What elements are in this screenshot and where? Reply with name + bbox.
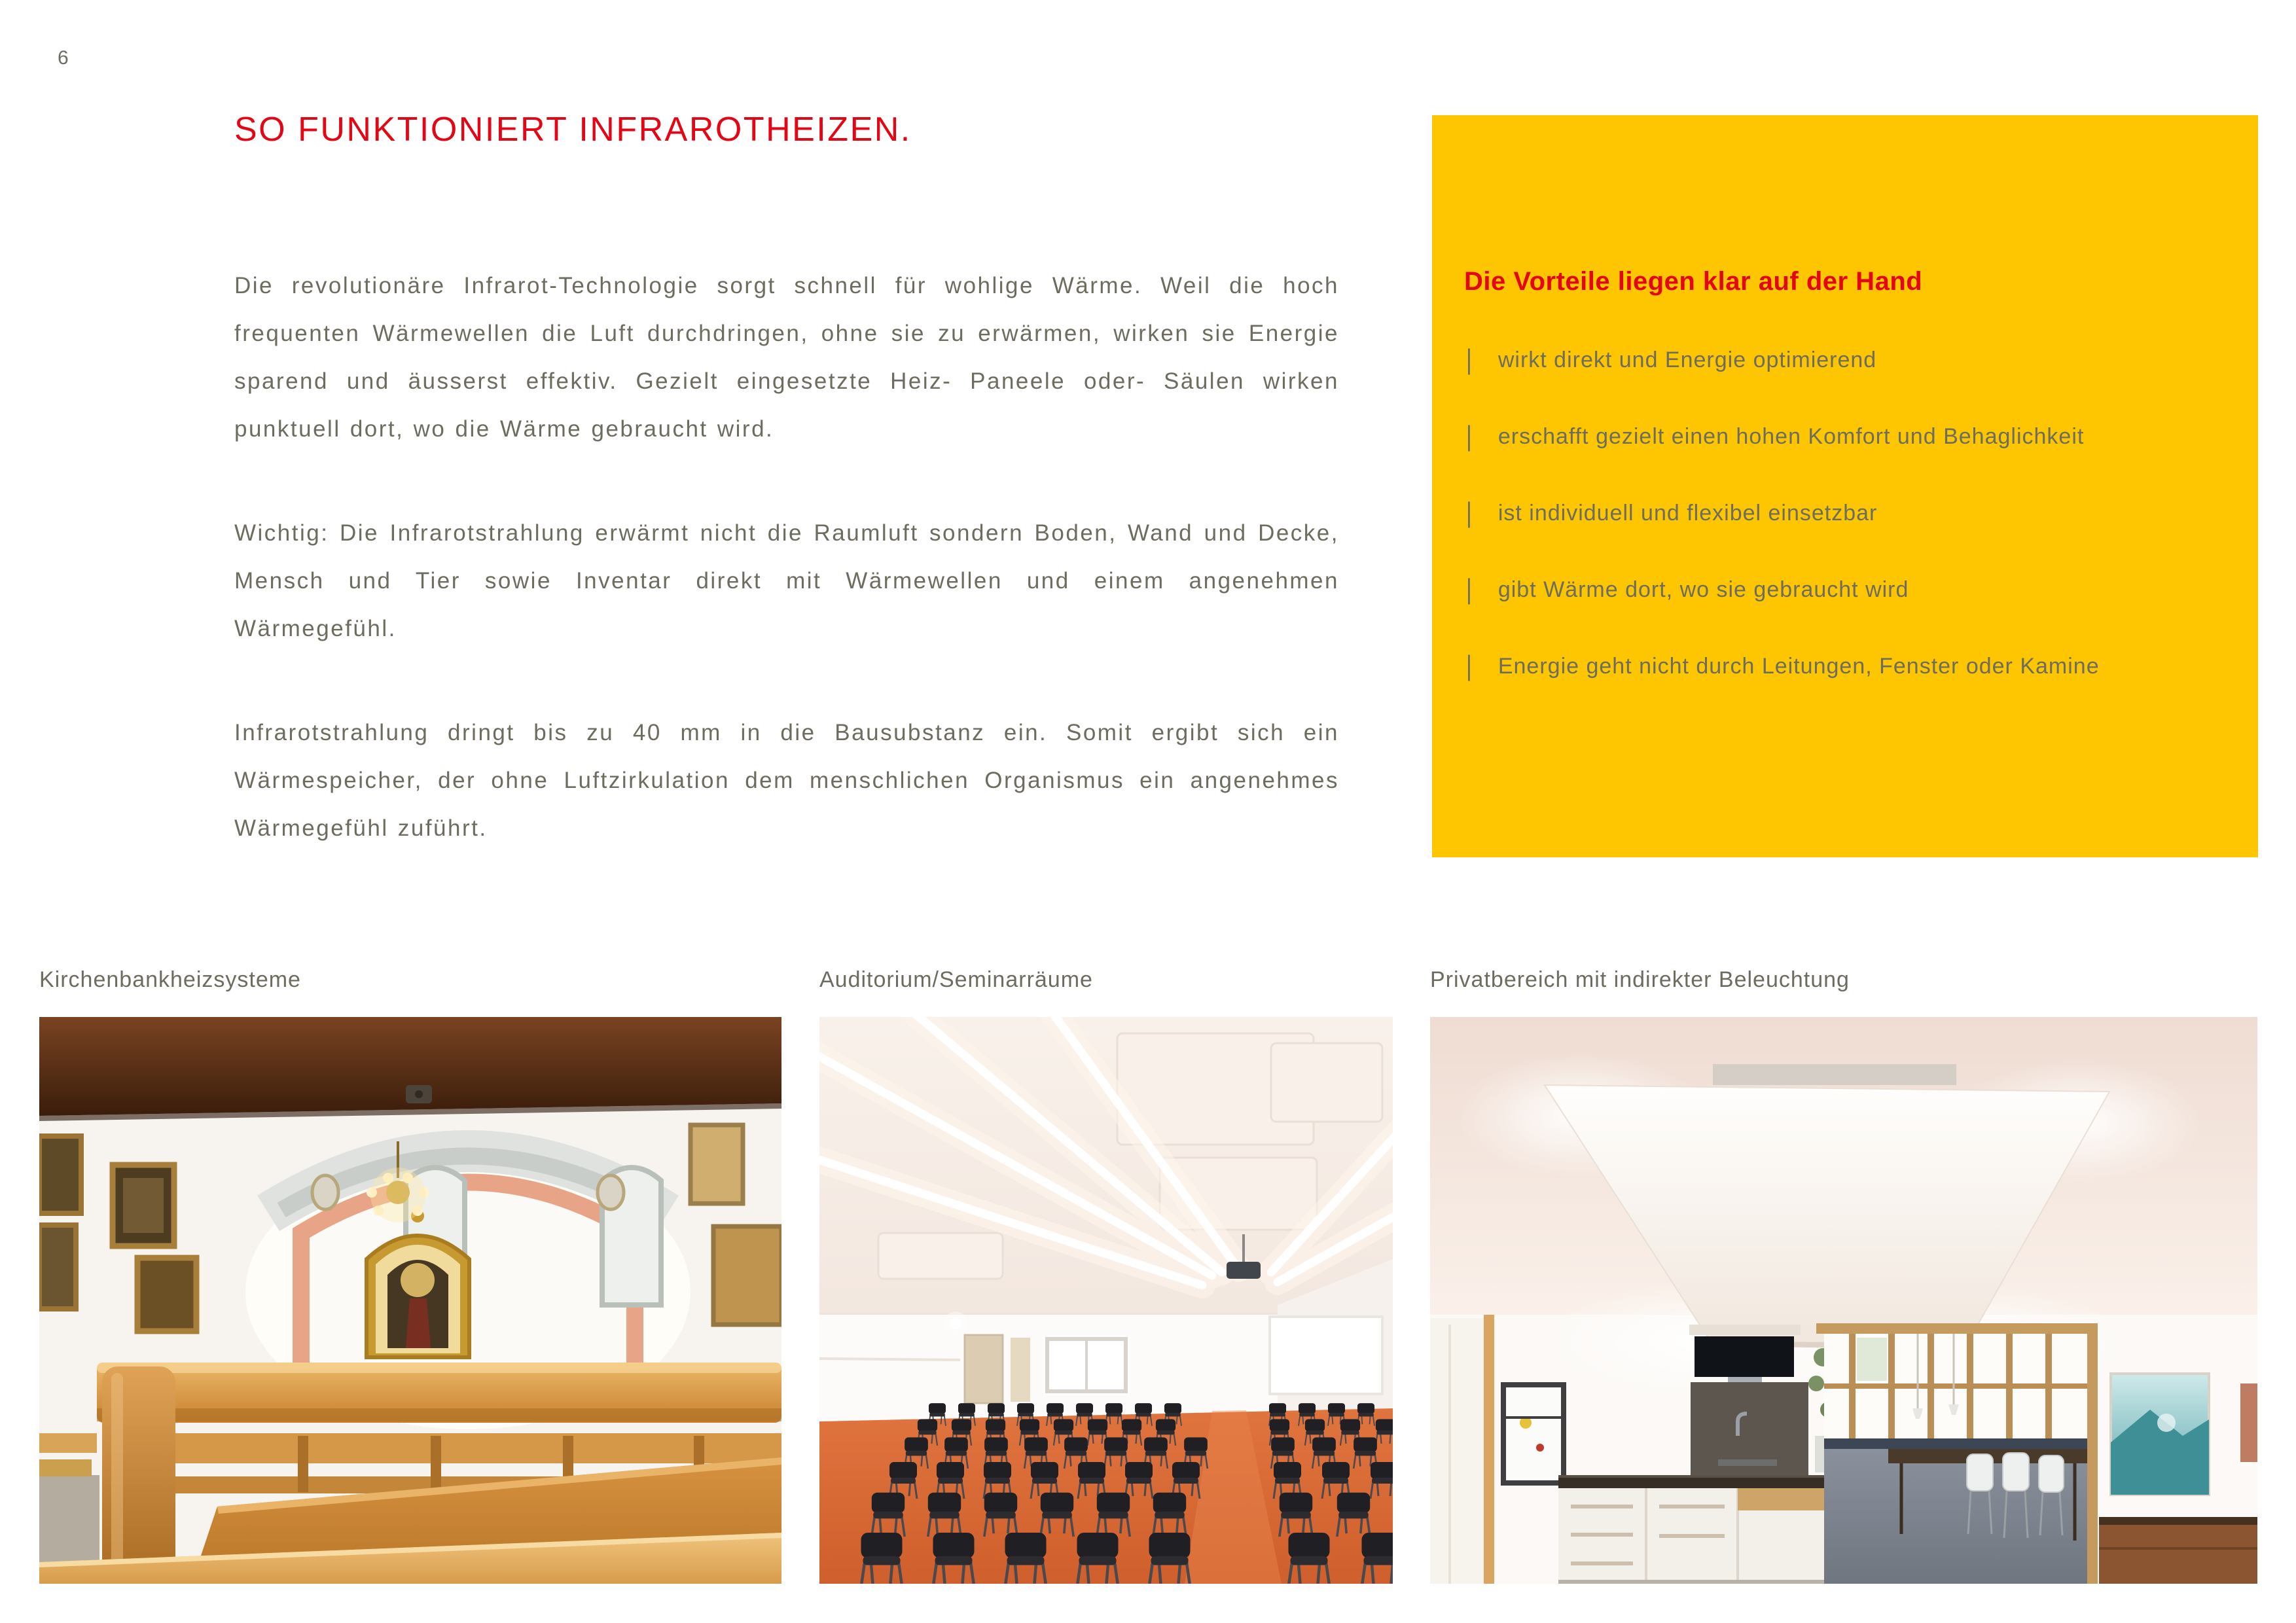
intro-paragraph-3: Infrarotstrahlung dringt bis zu 40 mm in die Bausubstanz ein. Somit ergibt sich ein Wärmespeicher, der ohne Luftzirkulation dem menschlichen Organismus ein angenehmes Wärmegefühl zuführt. bbox=[234, 720, 1339, 841]
benefits-panel bbox=[1432, 115, 2258, 857]
church-photo-illustration bbox=[39, 1017, 781, 1584]
benefit-item-label: erschafft gezielt einen hohen Komfort und Behaglichkeit bbox=[1498, 424, 2085, 449]
benefit-item-label: ist individuell und flexibel einsetzbar bbox=[1498, 501, 1878, 526]
benefit-item-label: wirkt direkt und Energie optimierend bbox=[1498, 348, 1877, 372]
intro-text-column bbox=[234, 262, 1339, 908]
photo-church-pew-heating bbox=[39, 1017, 781, 1584]
ceiling-beam bbox=[39, 1017, 781, 1121]
dining-room-opening bbox=[1816, 1323, 2098, 1584]
benefit-item bbox=[1432, 628, 2258, 705]
intro-paragraph-2: Wichtig: Die Infrarotstrahlung erwärmt nicht die Raumluft sondern Boden, Wand und Decke, Mensch und Tier sowie Inventar direkt mit Wärmewellen und einem angenehmen Wärmegefühl. bbox=[234, 520, 1339, 641]
bullet-separator: | bbox=[1466, 421, 1473, 452]
benefit-item bbox=[1432, 322, 2258, 399]
photo-auditorium bbox=[819, 1017, 1393, 1584]
benefit-item-label: Energie geht nicht durch Leitungen, Fenster oder Kamine bbox=[1498, 654, 2100, 679]
benefit-item bbox=[1432, 552, 2258, 628]
page-number: 6 bbox=[58, 47, 69, 69]
benefits-list bbox=[1432, 322, 2258, 705]
page-title: SO FUNKTIONIERT INFRAROTHEIZEN. bbox=[234, 111, 912, 149]
left-door bbox=[1430, 1315, 1494, 1584]
benefit-item bbox=[1432, 399, 2258, 475]
photo-caption-church: Kirchenbankheizsysteme bbox=[39, 967, 301, 992]
private-area-photo-illustration bbox=[1430, 1017, 2257, 1584]
bullet-separator: | bbox=[1466, 344, 1473, 376]
photo-caption-private: Privatbereich mit indirekter Beleuchtung bbox=[1430, 967, 1850, 992]
photo-caption-auditorium: Auditorium/Seminarräume bbox=[819, 967, 1093, 992]
benefits-title: Die Vorteile liegen klar auf der Hand bbox=[1464, 267, 1923, 296]
bullet-separator: | bbox=[1466, 651, 1473, 682]
photo-private-area bbox=[1430, 1017, 2257, 1584]
benefit-item bbox=[1432, 475, 2258, 552]
bullet-separator: | bbox=[1466, 574, 1473, 605]
benefit-item-label: gibt Wärme dort, wo sie gebraucht wird bbox=[1498, 577, 1909, 602]
framed-picture-left bbox=[1503, 1385, 1564, 1483]
auditorium-photo-illustration bbox=[819, 1017, 1393, 1584]
bullet-separator: | bbox=[1466, 497, 1473, 529]
intro-paragraph-1: Die revolutionäre Infrarot-Technologie sorgt schnell für wohlige Wärme. Weil die hoch frequenten Wärmewellen die Luft durchdringen, ohne sie zu erwärmen, wirken sie Energie sparend und äusserst effektiv. Gezielt eingesetzte Heiz- Paneele oder- Säulen wirken punktuell dort, wo die Wärme gebraucht wird. bbox=[234, 273, 1339, 442]
